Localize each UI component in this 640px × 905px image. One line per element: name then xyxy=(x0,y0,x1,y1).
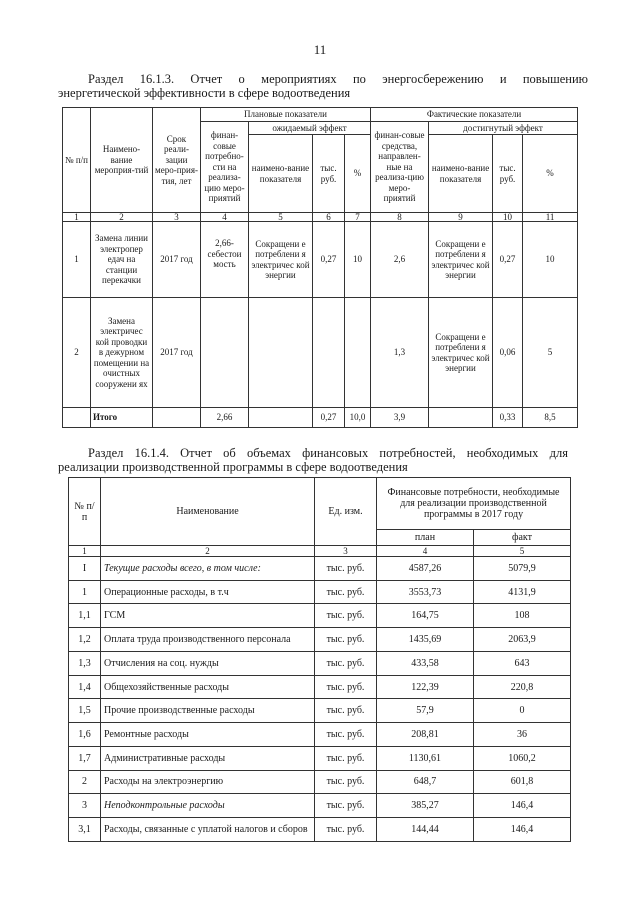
table-row xyxy=(63,298,578,408)
col-number: 2 xyxy=(101,546,315,557)
col-number: 1 xyxy=(69,546,101,557)
col-header-name: Наимено-вание мероприя-тий xyxy=(91,108,153,213)
col-number: 5 xyxy=(474,546,571,557)
col-number: 4 xyxy=(201,213,249,222)
col-header-indicator-fact: наимено-вание показателя xyxy=(429,135,493,213)
rub-fact-value: 0,06 xyxy=(493,298,523,408)
total-pct-fact: 8,5 xyxy=(523,408,578,428)
col-header-num: № п/п xyxy=(69,478,101,546)
fact-value: 601,8 xyxy=(474,770,571,794)
fin-plan-value xyxy=(201,298,249,408)
fact-value: 4131,9 xyxy=(474,580,571,604)
title-line: Раздел 16.1.4. Отчет об объемах финансовых потребностей, необходимых для xyxy=(88,446,568,460)
row-num: 3 xyxy=(69,794,101,818)
col-number: 3 xyxy=(153,213,201,222)
pct-fact-value: 5 xyxy=(523,298,578,408)
table-row xyxy=(69,604,571,628)
rub-plan-value xyxy=(313,298,345,408)
item-unit: тыс. руб. xyxy=(315,604,377,628)
column-number-row xyxy=(63,213,578,222)
title-line: Раздел 16.1.3. Отчет о мероприятиях по энергосбережению и повышению xyxy=(88,72,588,86)
col-header-rub-fact: тыс. руб. xyxy=(493,135,523,213)
col-number: 3 xyxy=(315,546,377,557)
plan-value: 1130,61 xyxy=(377,746,474,770)
energy-saving-measures-table xyxy=(62,107,578,428)
fin-fact-value: 2,6 xyxy=(371,222,429,298)
col-number: 11 xyxy=(523,213,578,222)
table-row xyxy=(69,746,571,770)
table-row xyxy=(69,675,571,699)
row-num: 1,1 xyxy=(69,604,101,628)
measure-term: 2017 год xyxy=(153,222,201,298)
col-number: 2 xyxy=(91,213,153,222)
title-line: энергетической эффективности в сфере водоотведения xyxy=(58,86,351,100)
item-name: Прочие производственные расходы xyxy=(101,699,315,723)
indicator-plan: Сокращени е потреблени я электричес кой энергии xyxy=(249,222,313,298)
title-line: реализации производственной программы в сфере водоотведения xyxy=(58,460,408,474)
col-header-expected-effect: ожидаемый эффект xyxy=(249,121,371,135)
item-name: Неподконтрольные расходы xyxy=(101,794,315,818)
fact-value: 146,4 xyxy=(474,794,571,818)
col-header-rub-plan: тыс. руб. xyxy=(313,135,345,213)
col-header-achieved-effect: достигнутый эффект xyxy=(429,121,578,135)
item-unit: тыс. руб. xyxy=(315,652,377,676)
measure-name: Замена электричес кой проводки в дежурном помещении на очистных сооружени ях xyxy=(91,298,153,408)
item-unit: тыс. руб. xyxy=(315,723,377,747)
indicator-fact: Сокращени е потреблени я электричес кой энергии xyxy=(429,298,493,408)
plan-value: 1435,69 xyxy=(377,628,474,652)
col-number: 5 xyxy=(249,213,313,222)
total-fin-fact: 3,9 xyxy=(371,408,429,428)
table-row xyxy=(69,580,571,604)
col-number: 9 xyxy=(429,213,493,222)
row-num: 1,5 xyxy=(69,699,101,723)
pct-plan-value: 10 xyxy=(345,222,371,298)
table-row xyxy=(69,557,571,581)
col-header-financial-needs: Финансовые потребности, необходимые для реализации производственной программы в 2017 году xyxy=(377,478,571,530)
item-unit: тыс. руб. xyxy=(315,746,377,770)
table-row xyxy=(69,723,571,747)
fact-value: 36 xyxy=(474,723,571,747)
column-number-row xyxy=(69,546,571,557)
item-name: Оплата труда производственного персонала xyxy=(101,628,315,652)
rub-fact-value: 0,27 xyxy=(493,222,523,298)
plan-value: 144,44 xyxy=(377,817,474,841)
financial-needs-table xyxy=(68,477,571,842)
fin-plan-value: 2,66-себестои мость xyxy=(201,222,249,298)
page-number: 11 xyxy=(313,42,327,57)
col-header-fin-plan: финан-совые потребно-сти на реализа-цию меро-приятий xyxy=(201,121,249,213)
item-unit: тыс. руб. xyxy=(315,557,377,581)
indicator-fact: Сокращени е потреблени я электричес кой энергии xyxy=(429,222,493,298)
plan-value: 648,7 xyxy=(377,770,474,794)
item-name: Текущие расходы всего, в том числе: xyxy=(101,557,315,581)
fact-value: 643 xyxy=(474,652,571,676)
row-num: 1,2 xyxy=(69,628,101,652)
row-num: I xyxy=(69,557,101,581)
row-num: 3,1 xyxy=(69,817,101,841)
row-num: 2 xyxy=(63,298,91,408)
plan-value: 57,9 xyxy=(377,699,474,723)
total-pct-plan: 10,0 xyxy=(345,408,371,428)
total-rub-fact: 0,33 xyxy=(493,408,523,428)
measure-name: Замена линии электропер едач на станции перекачки xyxy=(91,222,153,298)
indicator-plan xyxy=(249,298,313,408)
fact-value: 1060,2 xyxy=(474,746,571,770)
col-number: 4 xyxy=(377,546,474,557)
plan-value: 4587,26 xyxy=(377,557,474,581)
table-row xyxy=(69,699,571,723)
fact-value: 5079,9 xyxy=(474,557,571,581)
col-header-pct-fact: % xyxy=(523,135,578,213)
plan-value: 3553,73 xyxy=(377,580,474,604)
col-number: 1 xyxy=(63,213,91,222)
fact-value: 0 xyxy=(474,699,571,723)
financial-needs-rows xyxy=(69,557,571,842)
fact-value: 146,4 xyxy=(474,817,571,841)
plan-value: 433,58 xyxy=(377,652,474,676)
fact-value: 108 xyxy=(474,604,571,628)
total-label: Итого xyxy=(91,408,153,428)
section-16-1-3-title xyxy=(58,72,588,100)
total-rub-plan: 0,27 xyxy=(313,408,345,428)
rub-plan-value: 0,27 xyxy=(313,222,345,298)
table-row xyxy=(69,817,571,841)
row-num: 1,4 xyxy=(69,675,101,699)
col-header-indicator-plan: наимено-вание показателя xyxy=(249,135,313,213)
col-number: 6 xyxy=(313,213,345,222)
item-name: ГСМ xyxy=(101,604,315,628)
plan-value: 385,27 xyxy=(377,794,474,818)
col-header-unit: Ед. изм. xyxy=(315,478,377,546)
item-unit: тыс. руб. xyxy=(315,628,377,652)
item-name: Отчисления на соц. нужды xyxy=(101,652,315,676)
total-fin-plan: 2,66 xyxy=(201,408,249,428)
plan-value: 122,39 xyxy=(377,675,474,699)
col-number: 7 xyxy=(345,213,371,222)
item-unit: тыс. руб. xyxy=(315,770,377,794)
plan-value: 208,81 xyxy=(377,723,474,747)
item-unit: тыс. руб. xyxy=(315,699,377,723)
table-row xyxy=(69,794,571,818)
col-header-plan: план xyxy=(377,530,474,546)
col-header-num: № п/п xyxy=(63,108,91,213)
item-unit: тыс. руб. xyxy=(315,817,377,841)
fin-fact-value: 1,3 xyxy=(371,298,429,408)
table-row xyxy=(63,222,578,298)
item-unit: тыс. руб. xyxy=(315,675,377,699)
item-name: Ремонтные расходы xyxy=(101,723,315,747)
table-row xyxy=(69,652,571,676)
row-num: 1 xyxy=(69,580,101,604)
plan-value: 164,75 xyxy=(377,604,474,628)
col-number: 10 xyxy=(493,213,523,222)
row-num: 1 xyxy=(63,222,91,298)
pct-fact-value: 10 xyxy=(523,222,578,298)
section-16-1-4-title xyxy=(58,446,568,474)
measure-term: 2017 год xyxy=(153,298,201,408)
item-unit: тыс. руб. xyxy=(315,580,377,604)
item-unit: тыс. руб. xyxy=(315,794,377,818)
row-num: 1,6 xyxy=(69,723,101,747)
item-name: Административные расходы xyxy=(101,746,315,770)
row-num: 2 xyxy=(69,770,101,794)
col-header-term: Срок реали-зации меро-прия-тия, лет xyxy=(153,108,201,213)
col-header-actual: Фактические показатели xyxy=(371,108,578,122)
fact-value: 220,8 xyxy=(474,675,571,699)
col-header-fact: факт xyxy=(474,530,571,546)
row-num: 1,7 xyxy=(69,746,101,770)
table-row xyxy=(69,770,571,794)
col-number: 8 xyxy=(371,213,429,222)
item-name: Операционные расходы, в т.ч xyxy=(101,580,315,604)
row-num: 1,3 xyxy=(69,652,101,676)
table-row xyxy=(69,628,571,652)
total-row xyxy=(63,408,578,428)
pct-plan-value xyxy=(345,298,371,408)
fact-value: 2063,9 xyxy=(474,628,571,652)
item-name: Общехозяйственные расходы xyxy=(101,675,315,699)
col-header-fin-fact: финан-совые средства, направлен-ные на реализа-цию меро-приятий xyxy=(371,121,429,213)
col-header-name: Наименование xyxy=(101,478,315,546)
col-header-planned: Плановые показатели xyxy=(201,108,371,122)
item-name: Расходы, связанные с уплатой налогов и сборов xyxy=(101,817,315,841)
col-header-pct-plan: % xyxy=(345,135,371,213)
item-name: Расходы на электроэнергию xyxy=(101,770,315,794)
